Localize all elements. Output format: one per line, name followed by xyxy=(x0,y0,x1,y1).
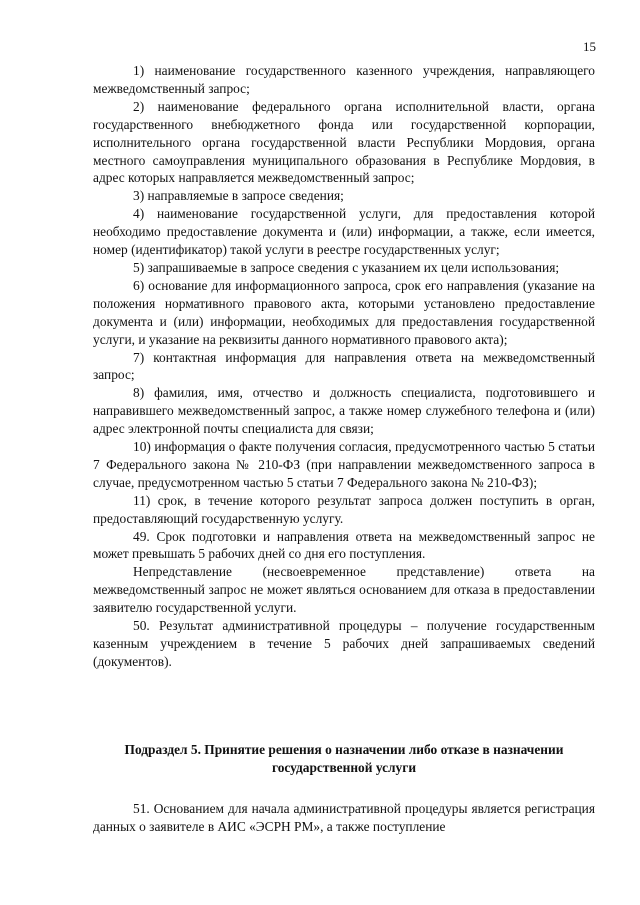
paragraph: 5) запрашиваемые в запросе сведения с указанием их цели использования; xyxy=(133,259,560,275)
paragraph: 3) направляемые в запросе сведения; xyxy=(133,188,344,204)
paragraph: 50. Результат административной процедуры – получение государственным казенным учреждением в течение 5 рабочих дней запрашиваемых сведений (документов). xyxy=(93,618,595,669)
section-heading: Подраздел 5. Принятие решения о назначении либо отказе в назначении государственной услуги xyxy=(124,742,564,775)
document-body-continued xyxy=(93,800,595,836)
paragraph: Непредставление (несвоевременное представление) ответа на межведомственный запрос не может являться основанием для отказа в предоставлении заявителю государственной услуги. xyxy=(93,564,595,616)
paragraph: 2) наименование федерального органа исполнительной власти, органа государственного внебюджетного фонда или государственной корпорации, исполнительного органа государственной власти Республики Мордовия, органа местного самоуправления муниципального образования в Республике Мордовия, в адрес которых направляется межведомственный запрос; xyxy=(93,98,595,186)
paragraph: 8) фамилия, имя, отчество и должность специалиста, подготовившего и направившего межведомственный запрос, а также номер служебного телефона и (или) адрес электронной почты специалиста для связи; xyxy=(93,385,595,437)
paragraph: 49. Срок подготовки и направления ответа на межведомственный запрос не может превышать 5 рабочих дней со дня его поступления. xyxy=(93,528,595,562)
paragraph: 4) наименование государственной услуги, для предоставления которой необходимо предоставление документа и (или) информации, а также, если имеется, номер (идентификатор) такой услуги в реестре государственных услуг; xyxy=(93,206,595,258)
document-body xyxy=(93,62,595,671)
paragraph: 11) срок, в течение которого результат запроса должен поступить в орган, предоставляющий государственную услугу. xyxy=(93,492,595,526)
paragraph: 1) наименование государственного казенного учреждения, направляющего межведомственный запрос; xyxy=(93,63,595,96)
paragraph: 6) основание для информационного запроса, срок его направления (указание на положения нормативного правового акта, которыми установлено предоставление документа и (или) информации, необходимых для предоставления государственной услуги, и указание на реквизиты данного нормативного правового акта); xyxy=(93,277,595,347)
paragraph: 51. Основанием для начала административной процедуры является регистрация данных о заявителе в АИС «ЭСРН РМ», а также поступление xyxy=(93,801,595,834)
paragraph: 10) информация о факте получения согласия, предусмотренного частью 5 статьи 7 Федерального закона № 210-ФЗ (при направлении межведомственного запроса в случае, предусмотренном частью 5 статьи 7 Федерального закона № 210-ФЗ); xyxy=(93,439,595,490)
page-number: 15 xyxy=(583,39,596,54)
paragraph: 7) контактная информация для направления ответа на межведомственный запрос; xyxy=(93,349,595,383)
